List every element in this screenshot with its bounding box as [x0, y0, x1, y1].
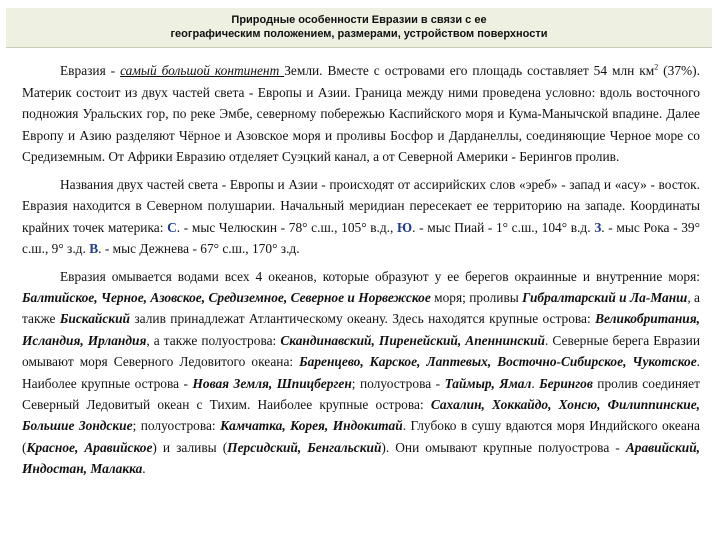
text: . - мыс Дежнева - 67° с.ш., 170° з.д.	[98, 241, 300, 256]
point-north: С	[167, 219, 177, 235]
text: Евразия омывается водами всех 4 океанов, которые образуют у ее берегов окраинные и внутренние моря:	[60, 268, 700, 284]
text: (37%). Материк состоит из двух частей света - Европы и Азии. Граница между ними проведена условно: вдоль восточного подножия Уральских гор, по реке Эмбе, северному побережью Каспийского моря и Кума-Манычской впадине. Далее Европу и Азию разделяют Чёрное и Азовское моря и проливы Босфор и Дарданеллы, соединяющие Черное море со Средиземным. От Африки Евразию отделяет Суэцкий канал, а от Северной Америки - Берингов пролив.	[22, 63, 700, 164]
term-arctic-seas: Баренцево, Карское, Лаптевых, Восточно-Сибирское, Чукотское	[299, 354, 697, 370]
title-line-1: Природные особенности Евразии в связи с ее	[231, 14, 487, 26]
term-bering: Берингов	[539, 375, 593, 391]
point-west: З	[594, 219, 602, 235]
term-arctic-islands: Новая Земля, Шпицберген	[192, 375, 352, 391]
text: , а также	[22, 289, 701, 327]
term-atlantic-islands: Великобритания, Исландия, Ирландия	[22, 311, 700, 348]
point-east: В	[89, 241, 99, 256]
text: , а также полуострова:	[146, 332, 281, 348]
term-biscay: Бискайский	[59, 311, 130, 327]
term-european-peninsulas: Скандинавский, Пиренейский, Апеннинский	[280, 332, 545, 348]
term-indian-seas: Красное, Аравийское	[26, 439, 153, 455]
text: . - мыс Челюскин - 78° с.ш., 105° в.д.,	[176, 219, 398, 235]
term-indian-gulfs: Персидский, Бенгальский	[227, 439, 382, 455]
text: ). Они омывают крупные полуострова -	[381, 439, 626, 455]
text: ) и заливы (	[152, 439, 228, 455]
text: .	[142, 461, 146, 477]
emphasis-largest-continent: самый большой континент	[120, 63, 285, 78]
text: . Наиболее крупные острова -	[22, 354, 700, 391]
text: пролив соединяет Северный Ледовитый океан с Тихим. Наиболее крупные острова:	[22, 375, 700, 412]
text: моря; проливы	[430, 289, 523, 305]
text: Земли. Вместе с островами его площадь составляет 54 млн км	[284, 63, 655, 78]
superscript: 2	[654, 62, 659, 72]
point-south: Ю	[397, 219, 413, 235]
body-text	[22, 60, 700, 486]
text: Евразия -	[60, 63, 121, 78]
text: залив принадлежат Атлантическому океану. Здесь находятся крупные острова:	[130, 311, 596, 327]
text: . Северные берега Евразии омывают моря Северного Ледовитого океана:	[22, 332, 701, 370]
text: . - мыс Рока - 39° с.ш., 9° з.д.	[22, 219, 700, 256]
text: . - мыс Пиай - 1° с.ш., 104° в.д.	[412, 219, 595, 235]
text: Названия двух частей света - Европы и Азии - происходят от ассирийских слов «эреб» - запад и «асу» - восток. Евразия находится в Северном полушарии. Начальный меридиан пересекает ее территорию на западе. Координаты крайних точек материка:	[22, 176, 700, 235]
paragraph-names-coordinates	[22, 174, 700, 260]
term-arctic-peninsulas: Таймыр, Ямал	[444, 375, 532, 391]
term-straits: Гибралтарский и Ла-Манш	[522, 289, 688, 305]
term-pacific-peninsulas: Камчатка, Корея, Индокитай	[220, 418, 403, 434]
term-pacific-islands: Сахалин, Хоккайдо, Хонсю, Филиппинские, Большие Зондские	[22, 396, 700, 434]
text: .	[531, 375, 540, 391]
term-southern-peninsulas: Аравийский, Индостан, Малакка	[22, 439, 700, 477]
paragraph-oceans	[22, 266, 700, 480]
text: . Глубоко в сушу вдаются моря Индийского океана (	[22, 418, 700, 455]
term-seas: Балтийское, Черное, Азовское, Средиземное, Северное и Норвежское	[22, 289, 431, 305]
text: ; полуострова:	[132, 418, 221, 434]
text: ; полуострова -	[351, 375, 445, 391]
paragraph-continent	[22, 60, 700, 168]
title-line-2: географическим положением, размерами, устройством поверхности	[170, 28, 548, 40]
slide-title	[6, 8, 712, 48]
